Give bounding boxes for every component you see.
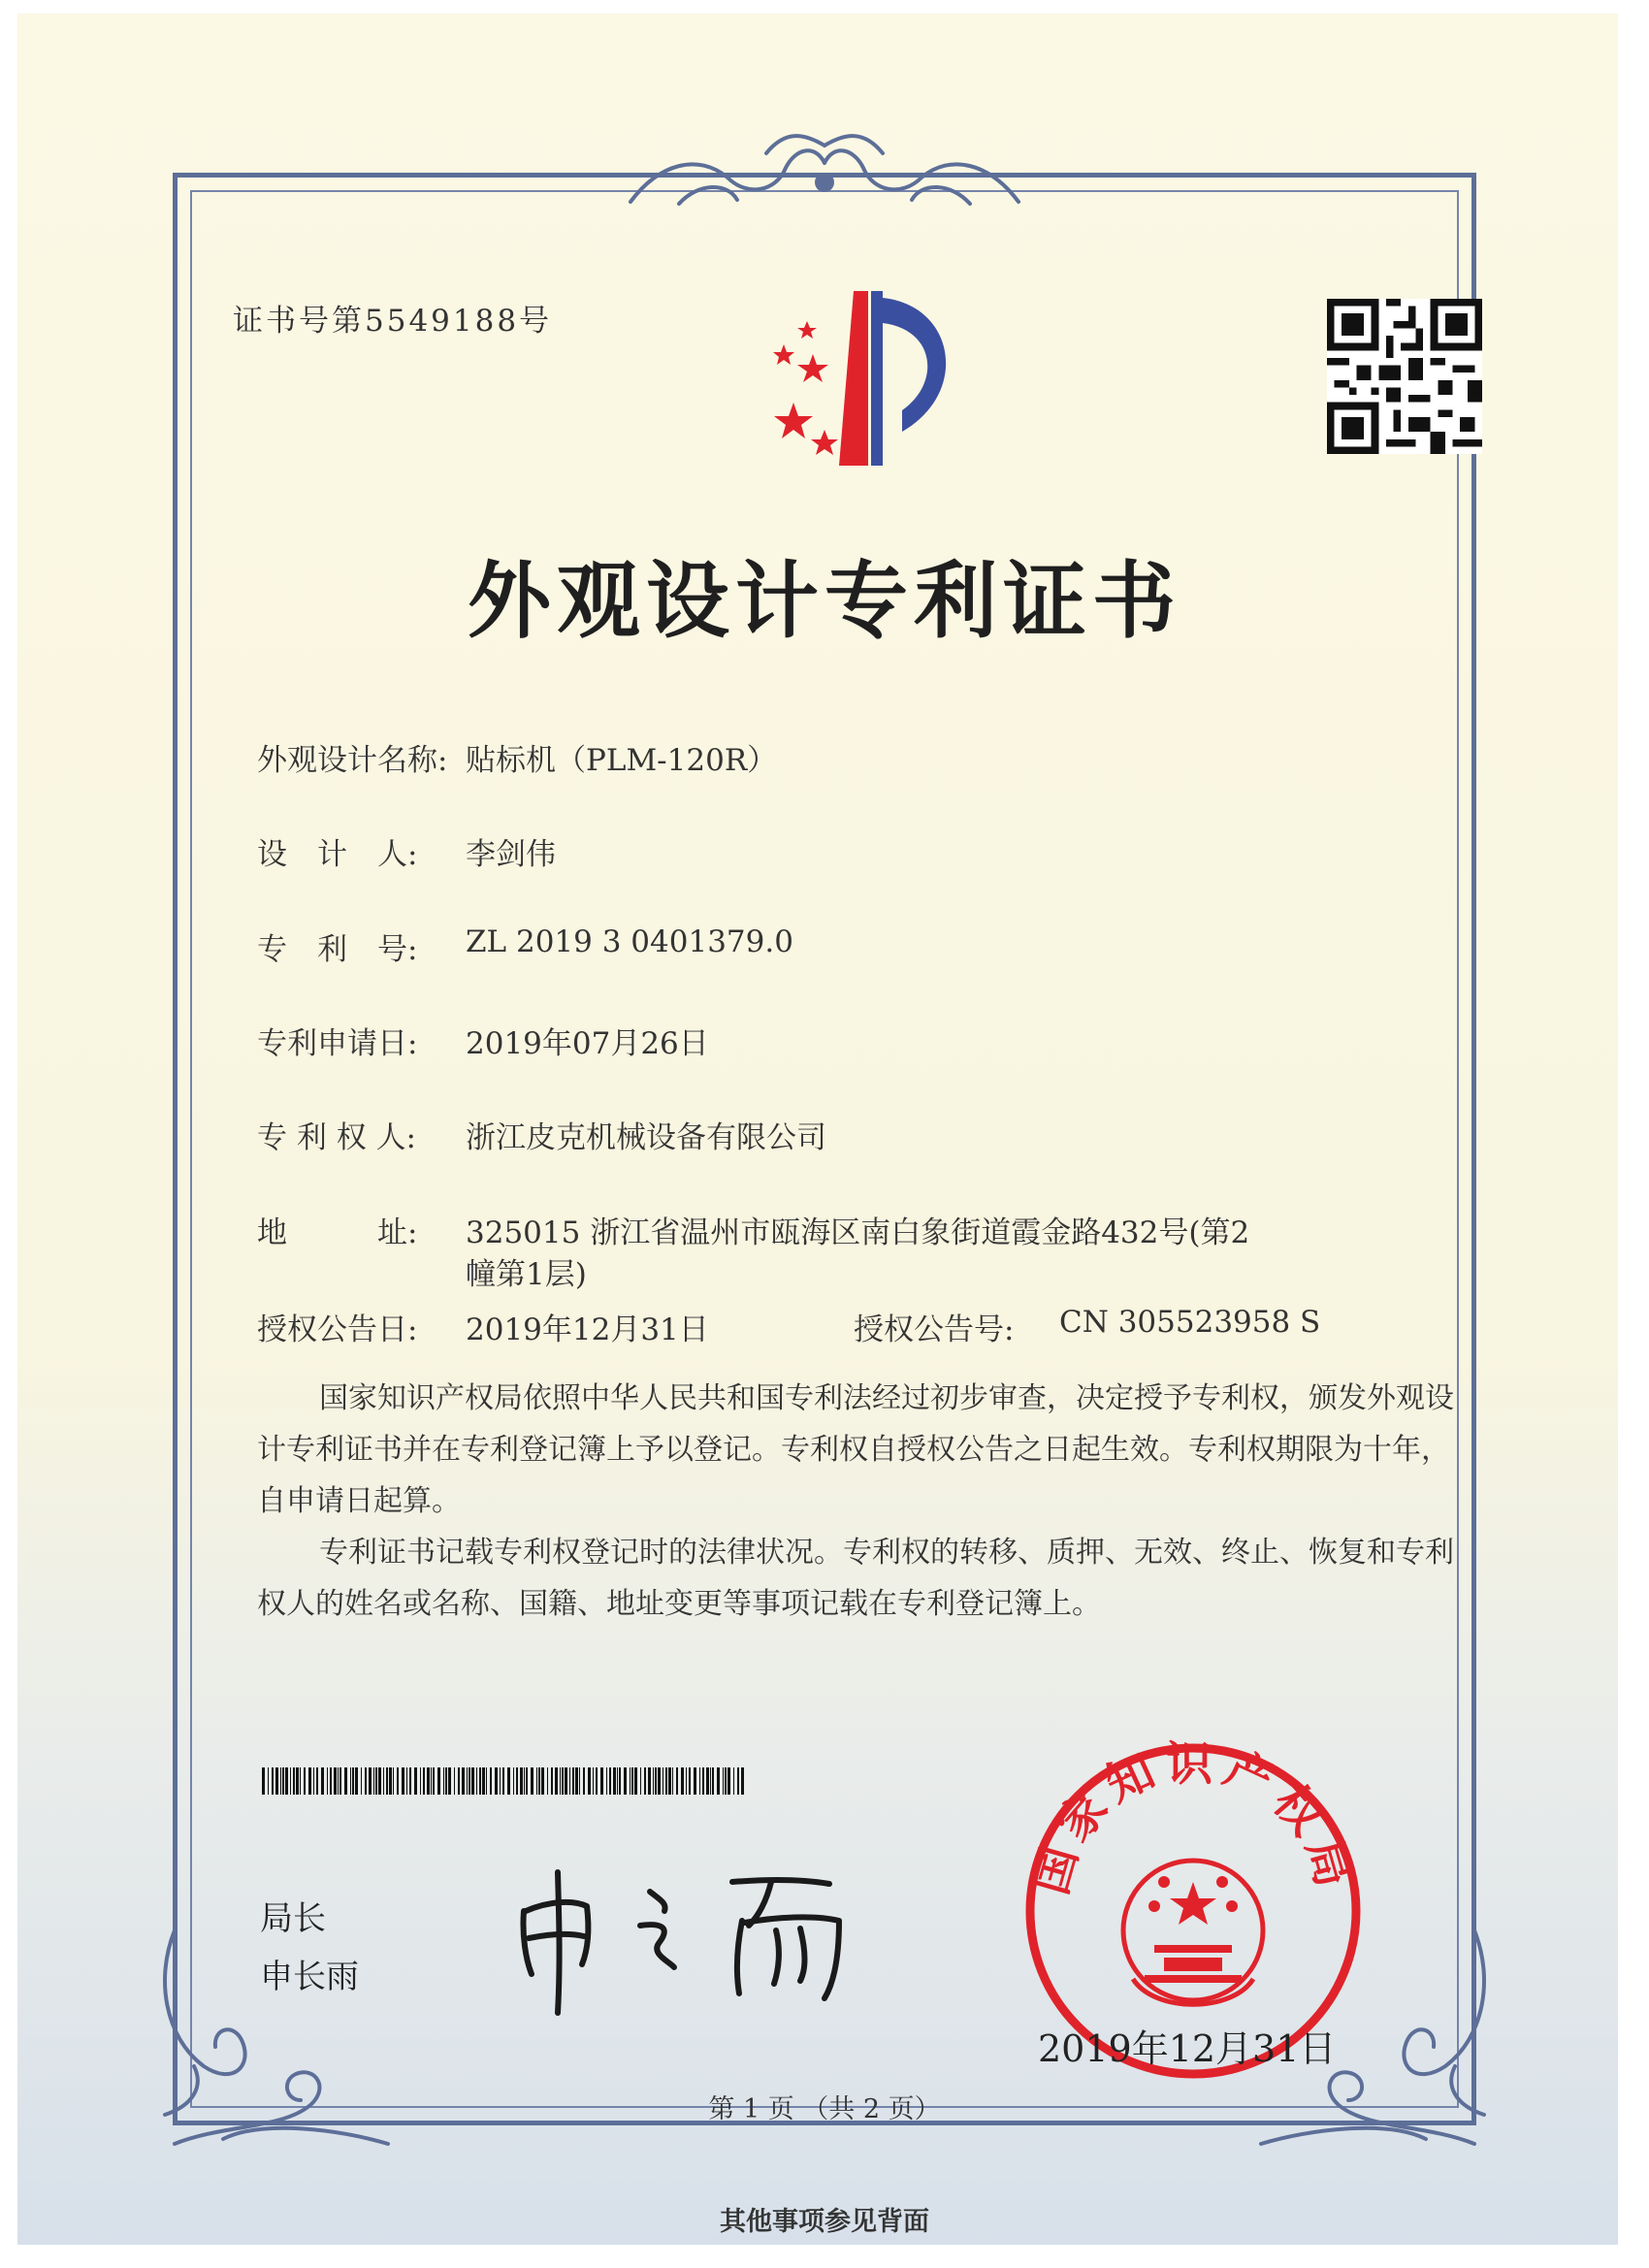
- grant-date-label: 授权公告日:: [257, 1312, 418, 1347]
- application-date-value: 2019年07月26日: [466, 1026, 709, 1061]
- paragraph-1: 国家知识产权局依照中华人民共和国专利法经过初步审查，决定授予专利权，颁发外观设计专利证书并在专利登记簿上予以登记。专利权自授权公告之日起生效。专利权期限为十年，自申请日起算。: [257, 1381, 1454, 1518]
- address-line-1: 325015 浙江省温州市瓯海区南白象街道霞金路432号(第2: [466, 1215, 1250, 1250]
- certificate-title: 外观设计专利证书: [468, 553, 1181, 650]
- back-note: 其他事项参见背面: [720, 2207, 929, 2237]
- design-name-label: 外观设计名称:: [257, 743, 448, 778]
- address-line-2: 幢第1层): [466, 1257, 587, 1292]
- patentee-value: 浙江皮克机械设备有限公司: [466, 1120, 826, 1155]
- patent-number-value: ZL 2019 3 0401379.0: [466, 924, 793, 959]
- signatory-name: 申长雨: [260, 1958, 359, 1996]
- designer-value: 李剑伟: [466, 837, 556, 872]
- page-number: 第 1 页 （共 2 页）: [708, 2094, 941, 2124]
- handwritten-signature: [504, 1853, 873, 2018]
- address-label: 地 址:: [257, 1215, 418, 1250]
- qr-code: [1327, 299, 1482, 454]
- patent-number-label: 专 利 号:: [257, 932, 418, 967]
- svg-text:国家知识产权局: [1023, 1736, 1363, 1900]
- grant-date-value: 2019年12月31日: [466, 1312, 709, 1347]
- paragraph-2: 专利证书记载专利权登记时的法律状况。专利权的转移、质押、无效、终止、恢复和专利权人的姓名或名称、国籍、地址变更等事项记载在专利登记簿上。: [257, 1536, 1454, 1621]
- barcode: [262, 1767, 747, 1795]
- patent-office-logo-icon: [747, 286, 989, 480]
- designer-label: 设 计 人:: [257, 837, 418, 872]
- grant-number-label: 授权公告号:: [854, 1312, 1015, 1347]
- top-ornament: [621, 124, 1028, 221]
- seal-text: 国家知识产权局: [1022, 1736, 1364, 1900]
- certificate-number: 证书号第5549188号: [233, 304, 553, 339]
- signatory-title: 局长: [260, 1899, 326, 1938]
- legal-text: [257, 1373, 1460, 1630]
- patentee-label: 专 利 权 人:: [257, 1120, 417, 1155]
- grant-number-value: CN 305523958 S: [1059, 1305, 1321, 1340]
- seal-date: 2019年12月31日: [1038, 2027, 1337, 2070]
- design-name-value: 贴标机（PLM-120R）: [466, 743, 778, 778]
- application-date-label: 专利申请日:: [257, 1026, 418, 1061]
